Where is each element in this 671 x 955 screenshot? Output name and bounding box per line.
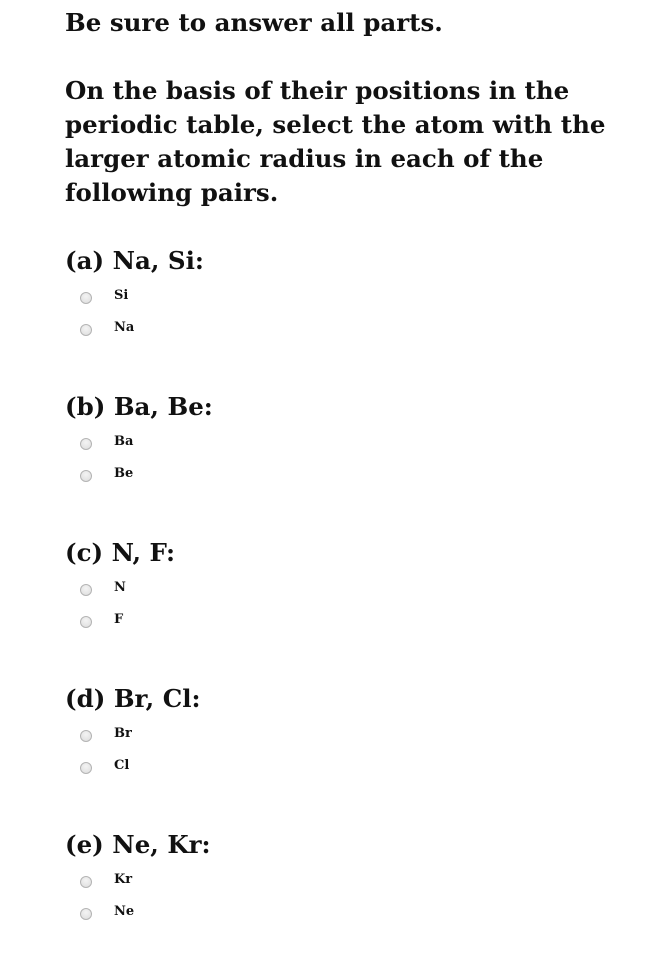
option-label: N — [114, 580, 126, 595]
radio-button[interactable] — [80, 908, 92, 920]
radio-button[interactable] — [80, 470, 92, 482]
options-group — [65, 867, 665, 931]
option-cl[interactable] — [65, 753, 665, 785]
radio-button[interactable] — [80, 876, 92, 888]
options-group — [65, 429, 665, 493]
radio-button[interactable] — [80, 292, 92, 304]
question-label: (e) Ne, Kr: — [65, 830, 211, 859]
option-ne[interactable] — [65, 899, 665, 931]
option-label: F — [114, 612, 124, 627]
question-label: (a) Na, Si: — [65, 246, 204, 275]
question-b — [65, 390, 665, 493]
option-label: Be — [114, 466, 134, 481]
option-label: Si — [114, 288, 129, 303]
option-kr[interactable] — [65, 867, 665, 899]
option-label: Kr — [114, 872, 133, 887]
question-label: (c) N, F: — [65, 538, 176, 567]
option-si[interactable] — [65, 283, 665, 315]
option-label: Ba — [114, 434, 134, 449]
question-a — [65, 244, 665, 347]
option-br[interactable] — [65, 721, 665, 753]
radio-button[interactable] — [80, 324, 92, 336]
options-group — [65, 283, 665, 347]
question-d — [65, 682, 665, 785]
question-c — [65, 536, 665, 639]
question-content — [65, 6, 665, 931]
option-f[interactable] — [65, 607, 665, 639]
question-label: (d) Br, Cl: — [65, 684, 201, 713]
prompt-text: On the basis of their positions in the periodic table, select the atom with the larger atomic radius in each of the following pairs. — [65, 76, 606, 207]
options-group — [65, 575, 665, 639]
question-e — [65, 828, 665, 931]
option-ba[interactable] — [65, 429, 665, 461]
option-label: Ne — [114, 904, 135, 919]
question-label: (b) Ba, Be: — [65, 392, 213, 421]
radio-button[interactable] — [80, 584, 92, 596]
radio-button[interactable] — [80, 438, 92, 450]
option-n[interactable] — [65, 575, 665, 607]
options-group — [65, 721, 665, 785]
option-label: Na — [114, 320, 135, 335]
radio-button[interactable] — [80, 616, 92, 628]
radio-button[interactable] — [80, 762, 92, 774]
option-na[interactable] — [65, 315, 665, 347]
option-label: Cl — [114, 758, 130, 773]
option-be[interactable] — [65, 461, 665, 493]
radio-button[interactable] — [80, 730, 92, 742]
instructions-text: Be sure to answer all parts. — [65, 8, 443, 37]
option-label: Br — [114, 726, 132, 741]
